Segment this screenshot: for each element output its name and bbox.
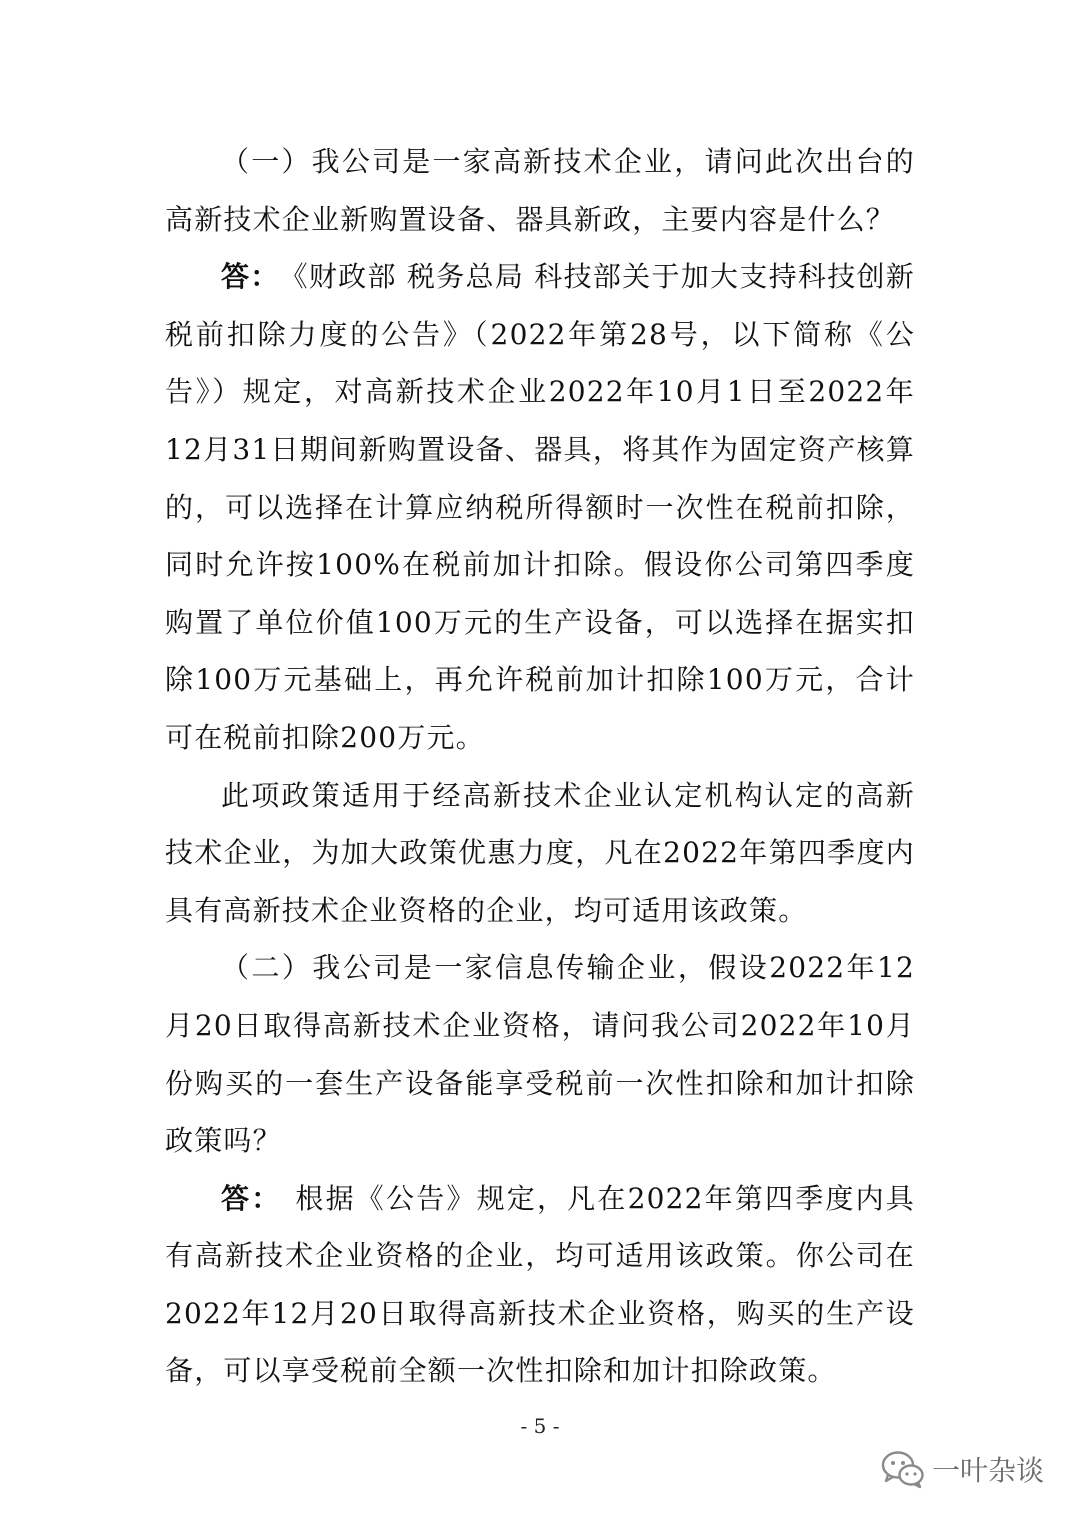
question-1-text: （一）我公司是一家高新技术企业，请问此次出台的高新技术企业新购置设备、器具新政，主要内容是什么？ — [165, 145, 915, 236]
page-number: - 5 - — [520, 1414, 560, 1438]
answer-label: 答： — [221, 260, 280, 294]
answer-1-text: 《财政部 税务总局 科技部关于加大支持科技创新税前扣除力度的公告》（2022年第28号，以下简称《公告》）规定，对高新技术企业2022年10月1日至2022年12月31日期间新购置设备、器具，将其作为固定资产核算的，可以选择在计算应纳税所得额时一次性在税前扣除，同时允许按100%在税前加计扣除。假设你公司第四季度购置了单位价值100万元的生产设备，可以选择在据实扣除100万元基础上，再允许税前加计扣除100万元，合计可在税前扣除200万元。 — [165, 260, 916, 754]
wechat-icon — [880, 1449, 926, 1489]
answer-label: 答： — [221, 1181, 282, 1215]
watermark-text: 一叶杂谈 — [931, 1454, 1044, 1487]
answer-2-text: 根据《公告》规定，凡在2022年第四季度内具有高新技术企业资格的企业，均可适用该政策。你公司在2022年12月20日取得高新技术企业资格，购买的生产设备，可以享受税前全额一次性扣除和加计扣除政策。 — [165, 1181, 915, 1388]
answer-1 — [165, 248, 915, 766]
answer-2 — [165, 1170, 915, 1400]
question-1 — [165, 133, 915, 248]
policy-paragraph — [165, 767, 915, 940]
watermark — [880, 1447, 1044, 1491]
question-2 — [165, 939, 915, 1169]
document-body — [165, 133, 915, 1400]
question-2-text: （二）我公司是一家信息传输企业，假设2022年12月20日取得高新技术企业资格，请问我公司2022年10月份购买的一套生产设备能享受税前一次性扣除和加计扣除政策吗？ — [165, 951, 915, 1158]
policy-paragraph-text: 此项政策适用于经高新技术企业认定机构认定的高新技术企业，为加大政策优惠力度，凡在2022年第四季度内具有高新技术企业资格的企业，均可适用该政策。 — [165, 778, 915, 927]
